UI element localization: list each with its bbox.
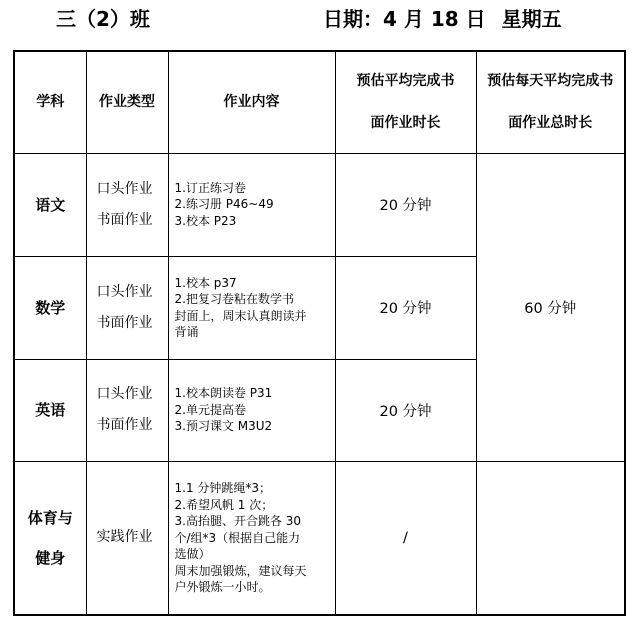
type-cell: 口头作业 书面作业 bbox=[86, 256, 168, 359]
date-header bbox=[323, 4, 562, 34]
header-daily-total-time: 预估每天平均完成书 面作业总时长 bbox=[476, 51, 625, 153]
time-cell: 20 分钟 bbox=[335, 359, 476, 461]
weekday: 星期五 bbox=[501, 7, 562, 31]
subject-cell: 语文 bbox=[14, 153, 86, 256]
class-name: 三（2）班 bbox=[56, 7, 150, 31]
table-row bbox=[14, 153, 625, 256]
header-homework-type: 作业类型 bbox=[86, 51, 168, 153]
subject-cell: 体育与 健身 bbox=[14, 461, 86, 615]
time-cell: / bbox=[335, 461, 476, 615]
table-header-row bbox=[14, 51, 625, 153]
type-cell: 口头作业 书面作业 bbox=[86, 359, 168, 461]
content-cell: 1.校本 p37 2.把复习卷粘在数学书 封面上，周末认真朗读并 背诵 bbox=[168, 256, 335, 359]
content-cell: 1.校本朗读卷 P31 2.单元提高卷 3.预习课文 M3U2 bbox=[168, 359, 335, 461]
content-cell: 1.1 分钟跳绳*3； 2.希望风帆 1 次； 3.高抬腿、开合跳各 30 个/组*3（根据自己能力 选做） 周末加强锻炼，建议每天 户外锻炼一小时。 bbox=[168, 461, 335, 615]
total-time-empty-cell bbox=[476, 461, 625, 615]
table-row bbox=[14, 461, 625, 615]
time-cell: 20 分钟 bbox=[335, 153, 476, 256]
type-cell: 实践作业 bbox=[86, 461, 168, 615]
content-cell: 1.订正练习卷 2.练习册 P46~49 3.校本 P23 bbox=[168, 153, 335, 256]
type-cell: 口头作业 书面作业 bbox=[86, 153, 168, 256]
date: 日期：4 月 18 日 bbox=[323, 7, 486, 31]
header-avg-time: 预估平均完成书 面作业时长 bbox=[335, 51, 476, 153]
time-cell: 20 分钟 bbox=[335, 256, 476, 359]
homework-table bbox=[13, 50, 626, 616]
subject-cell: 数学 bbox=[14, 256, 86, 359]
header-homework-content: 作业内容 bbox=[168, 51, 335, 153]
total-time-cell: 60 分钟 bbox=[476, 153, 625, 461]
header-subject: 学科 bbox=[14, 51, 86, 153]
subject-cell: 英语 bbox=[14, 359, 86, 461]
